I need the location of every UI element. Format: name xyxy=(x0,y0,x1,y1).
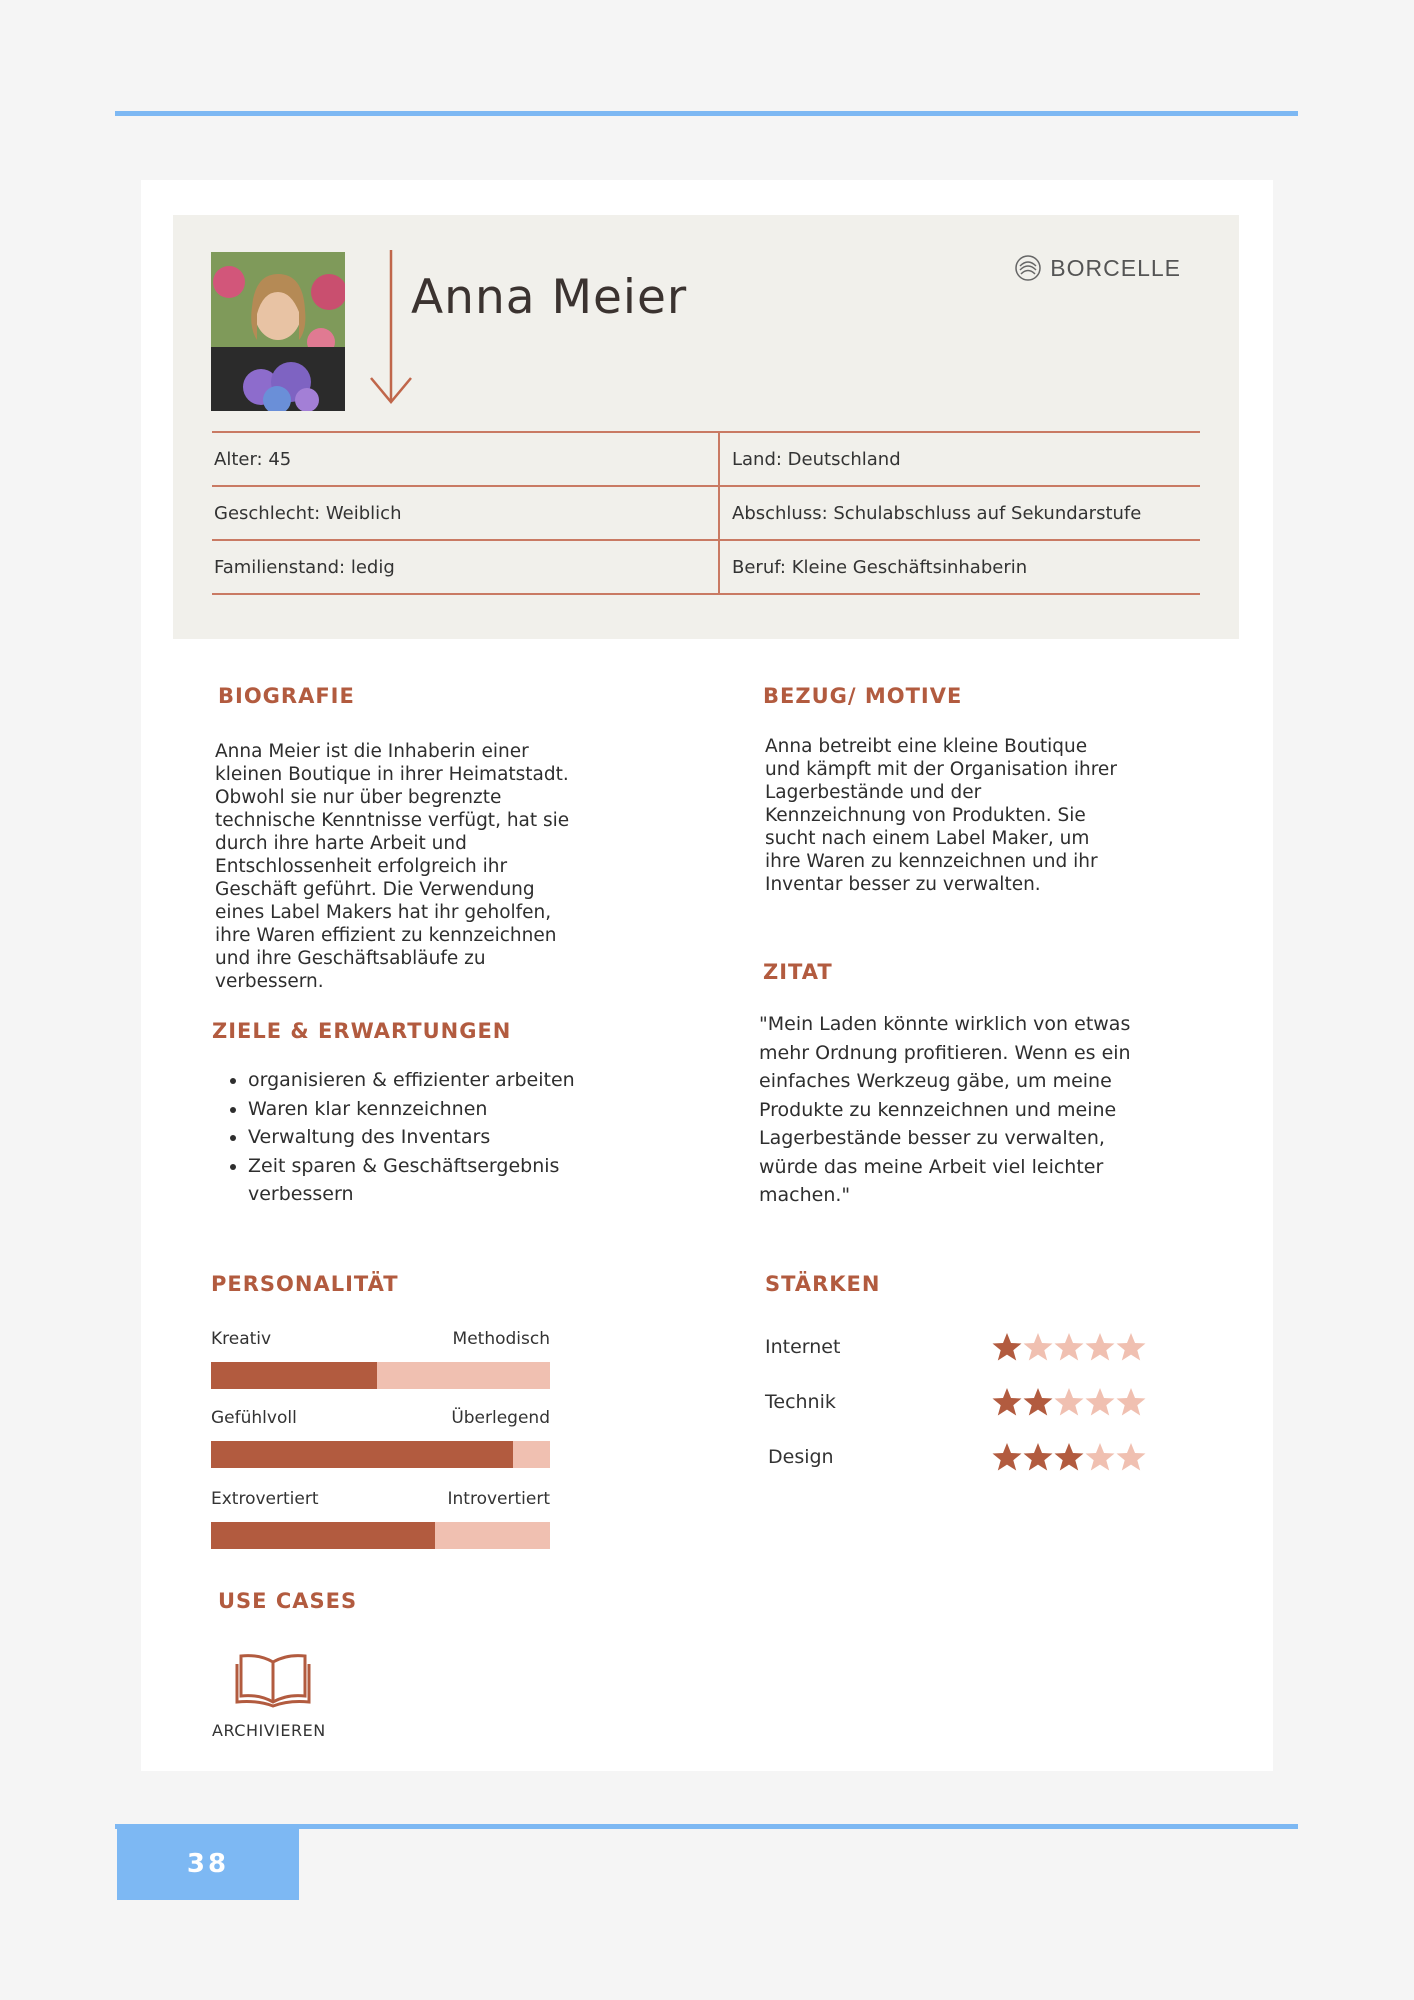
text-line: Lagerbestände und der xyxy=(765,782,982,803)
persona-info-table xyxy=(212,431,1200,595)
trait-left-label: Extrovertiert xyxy=(211,1489,319,1509)
star-filled-icon xyxy=(992,1332,1022,1362)
bezug-text xyxy=(765,735,1225,896)
page-number: 38 xyxy=(117,1827,299,1900)
info-gender: Geschlecht: Weiblich xyxy=(214,502,402,524)
star-filled-icon xyxy=(1023,1442,1053,1472)
star-filled-icon xyxy=(1054,1442,1084,1472)
staerken-title: STÄRKEN xyxy=(765,1272,881,1296)
trait-right-label: Introvertiert xyxy=(447,1489,550,1509)
list-item: • Waren klar kennzeichnen xyxy=(248,1095,668,1124)
strength-row xyxy=(768,1442,1146,1472)
text-line: und ihre Geschäftsabläufe zu xyxy=(215,948,486,969)
strength-row xyxy=(765,1387,1146,1417)
info-country: Land: Deutschland xyxy=(718,433,1200,485)
trait-bar xyxy=(211,1522,550,1549)
trait-bar-fill xyxy=(211,1441,513,1468)
text-line: machen." xyxy=(759,1184,851,1206)
strength-label: Internet xyxy=(765,1336,841,1358)
text-line: Geschäft geführt. Die Verwendung xyxy=(215,879,535,900)
info-row xyxy=(212,431,1200,485)
star-empty-icon xyxy=(1054,1332,1084,1362)
text-line: kleinen Boutique in ihrer Heimatstadt. xyxy=(215,764,569,785)
info-row xyxy=(212,539,1200,595)
info-age: Alter: 45 xyxy=(214,448,292,470)
text-line: mehr Ordnung profitieren. Wenn es ein xyxy=(759,1041,1131,1064)
arrow-down-icon xyxy=(367,250,417,410)
strength-label: Design xyxy=(768,1446,834,1468)
star-empty-icon xyxy=(1116,1387,1146,1417)
text-line: eines Label Makers hat ihr geholfen, xyxy=(215,902,552,923)
use-case-label: ARCHIVIEREN xyxy=(212,1721,326,1740)
persona-header xyxy=(173,215,1239,639)
list-item: • organisieren & effizienter arbeiten xyxy=(248,1066,668,1095)
personality-trait xyxy=(211,1408,550,1468)
star-empty-icon xyxy=(1116,1442,1146,1472)
text-line: verbessern. xyxy=(215,971,324,992)
trait-bar-fill xyxy=(211,1522,435,1549)
star-empty-icon xyxy=(1116,1332,1146,1362)
star-rating xyxy=(992,1442,1146,1472)
trait-left-label: Kreativ xyxy=(211,1329,272,1349)
trait-bar xyxy=(211,1441,550,1468)
persona-name: Anna Meier xyxy=(411,270,688,325)
list-item: • Zeit sparen & Geschäftsergebnis verbessern xyxy=(248,1152,608,1209)
goals-list xyxy=(214,1066,668,1209)
persona-card xyxy=(141,180,1273,1771)
strength-row xyxy=(765,1332,1146,1362)
biografie-title: BIOGRAFIE xyxy=(218,684,355,708)
list-item: • Verwaltung des Inventars xyxy=(248,1123,668,1152)
text-line: Entschlossenheit erfolgreich ihr xyxy=(215,856,508,877)
brand-name: BORCELLE xyxy=(1050,254,1181,281)
text-line: technische Kenntnisse verfügt, hat sie xyxy=(215,810,570,831)
text-line: Lagerbestände besser zu verwalten, xyxy=(759,1127,1105,1149)
star-rating xyxy=(992,1332,1146,1362)
text-line: ihre Waren effizient zu kennzeichnen xyxy=(215,925,557,946)
brand-swirl-icon xyxy=(1014,254,1042,282)
brand-logo xyxy=(1014,254,1181,282)
star-filled-icon xyxy=(992,1387,1022,1417)
personality-trait xyxy=(211,1489,550,1549)
text-line: und kämpft mit der Organisation ihrer xyxy=(765,759,1117,780)
star-empty-icon xyxy=(1023,1332,1053,1362)
strength-label: Technik xyxy=(765,1391,836,1413)
star-filled-icon xyxy=(992,1442,1022,1472)
text-line: Anna betreibt eine kleine Boutique xyxy=(765,736,1088,757)
star-empty-icon xyxy=(1054,1387,1084,1417)
trait-bar-fill xyxy=(211,1362,377,1389)
info-education: Abschluss: Schulabschluss auf Sekundarstufe xyxy=(718,487,1200,539)
text-line: Produkte zu kennzeichnen und meine xyxy=(759,1098,1117,1121)
personalitaet-title: PERSONALITÄT xyxy=(211,1272,399,1296)
trait-right-label: Überlegend xyxy=(451,1408,550,1428)
top-rule xyxy=(115,111,1298,116)
personality-trait xyxy=(211,1329,550,1389)
info-occupation: Beruf: Kleine Geschäftsinhaberin xyxy=(718,541,1200,593)
trait-bar xyxy=(211,1362,550,1389)
info-marital-status: Familienstand: ledig xyxy=(214,556,395,578)
star-empty-icon xyxy=(1085,1387,1115,1417)
quote-text xyxy=(759,1010,1239,1210)
text-line: Obwohl sie nur über begrenzte xyxy=(215,787,502,808)
text-line: würde das meine Arbeit viel leichter xyxy=(759,1155,1104,1178)
text-line: einfaches Werkzeug gäbe, um meine xyxy=(759,1070,1112,1092)
star-empty-icon xyxy=(1085,1442,1115,1472)
info-row xyxy=(212,485,1200,539)
biografie-text xyxy=(215,740,655,993)
text-line: ihre Waren zu kennzeichnen und ihr xyxy=(765,851,1098,872)
text-line: sucht nach einem Label Maker, um xyxy=(765,828,1090,849)
bezug-title: BEZUG/ MOTIVE xyxy=(763,684,963,708)
persona-photo xyxy=(211,252,345,411)
text-line: "Mein Laden könnte wirklich von etwas xyxy=(759,1013,1131,1035)
open-book-icon xyxy=(235,1652,311,1708)
text-line: Inventar besser zu verwalten. xyxy=(765,874,1041,895)
star-rating xyxy=(992,1387,1146,1417)
trait-right-label: Methodisch xyxy=(452,1329,550,1349)
star-filled-icon xyxy=(1023,1387,1053,1417)
trait-left-label: Gefühlvoll xyxy=(211,1408,297,1428)
text-line: Kennzeichnung von Produkten. Sie xyxy=(765,805,1086,826)
zitat-title: ZITAT xyxy=(763,960,833,984)
star-empty-icon xyxy=(1085,1332,1115,1362)
text-line: Anna Meier ist die Inhaberin einer xyxy=(215,741,529,762)
text-line: durch ihre harte Arbeit und xyxy=(215,833,467,854)
ziele-title: ZIELE & ERWARTUNGEN xyxy=(212,1019,512,1043)
use-cases-title: USE CASES xyxy=(218,1589,358,1613)
